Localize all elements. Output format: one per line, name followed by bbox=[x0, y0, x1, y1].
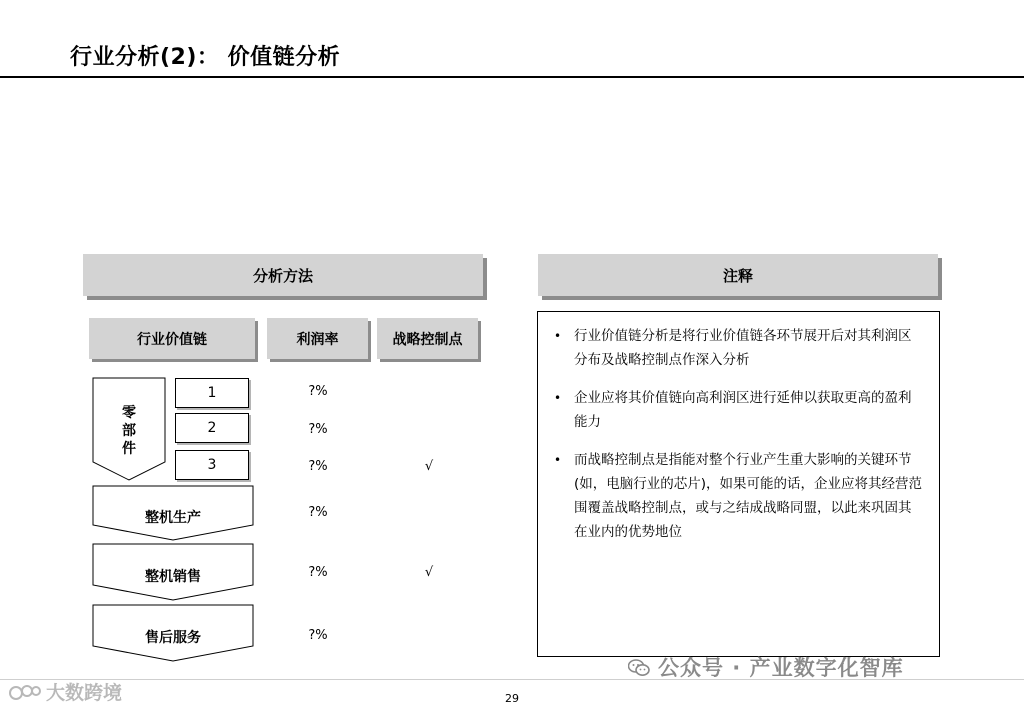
note-text: 行业价值链分析是将行业价值链各环节展开后对其利润区分布及战略控制点作深入分析 bbox=[574, 328, 912, 368]
title-divider bbox=[0, 76, 1024, 78]
control-point-check: √ bbox=[424, 565, 434, 580]
part-box-1: 1 bbox=[175, 378, 249, 408]
note-bullet bbox=[538, 324, 939, 372]
notes-box bbox=[537, 311, 940, 657]
stage-label-sales: 整机销售 bbox=[145, 569, 201, 585]
page-title: 行业分析(2)： 价值链分析 bbox=[70, 45, 341, 70]
column-header-control-point: 战略控制点 bbox=[377, 318, 478, 359]
bullet-dot: • bbox=[554, 329, 562, 343]
note-bullet bbox=[538, 448, 939, 544]
margin-value: ?% bbox=[308, 422, 328, 437]
method-header: 分析方法 bbox=[83, 254, 483, 296]
watermark-wechat bbox=[628, 652, 904, 682]
margin-value: ?% bbox=[308, 384, 328, 399]
notes-header: 注释 bbox=[538, 254, 938, 296]
note-text: 而战略控制点是指能对整个行业产生重大影响的关键环节(如，电脑行业的芯片)，如果可能的话，企业应将其经营范围覆盖战略控制点，或与之结成战略同盟，以此来巩固其在业内的优势地位 bbox=[574, 452, 923, 540]
bullet-dot: • bbox=[554, 391, 562, 405]
parts-label: 零部件 bbox=[122, 405, 136, 457]
watermark-right-text: 公众号 · 产业数字化智库 bbox=[658, 656, 904, 680]
logo-icon bbox=[8, 683, 42, 701]
notes-list bbox=[538, 324, 939, 544]
watermark-left-text: 大数跨境 bbox=[46, 682, 123, 704]
wechat-icon bbox=[628, 658, 650, 676]
margin-value: ?% bbox=[308, 628, 328, 643]
column-header-value-chain: 行业价值链 bbox=[89, 318, 255, 359]
note-bullet bbox=[538, 386, 939, 434]
margin-value: ?% bbox=[308, 505, 328, 520]
control-point-check: √ bbox=[424, 459, 434, 474]
stage-label-service: 售后服务 bbox=[145, 630, 201, 646]
column-header-profit-margin: 利润率 bbox=[267, 318, 368, 359]
part-box-3: 3 bbox=[175, 450, 249, 480]
note-text: 企业应将其价值链向高利润区进行延伸以获取更高的盈利能力 bbox=[574, 390, 912, 430]
stage-label-production: 整机生产 bbox=[145, 510, 201, 526]
page-number: 29 bbox=[505, 692, 519, 705]
watermark-logo bbox=[8, 678, 122, 705]
margin-value: ?% bbox=[308, 459, 328, 474]
bullet-dot: • bbox=[554, 453, 562, 467]
margin-value: ?% bbox=[308, 565, 328, 580]
part-box-2: 2 bbox=[175, 413, 249, 443]
